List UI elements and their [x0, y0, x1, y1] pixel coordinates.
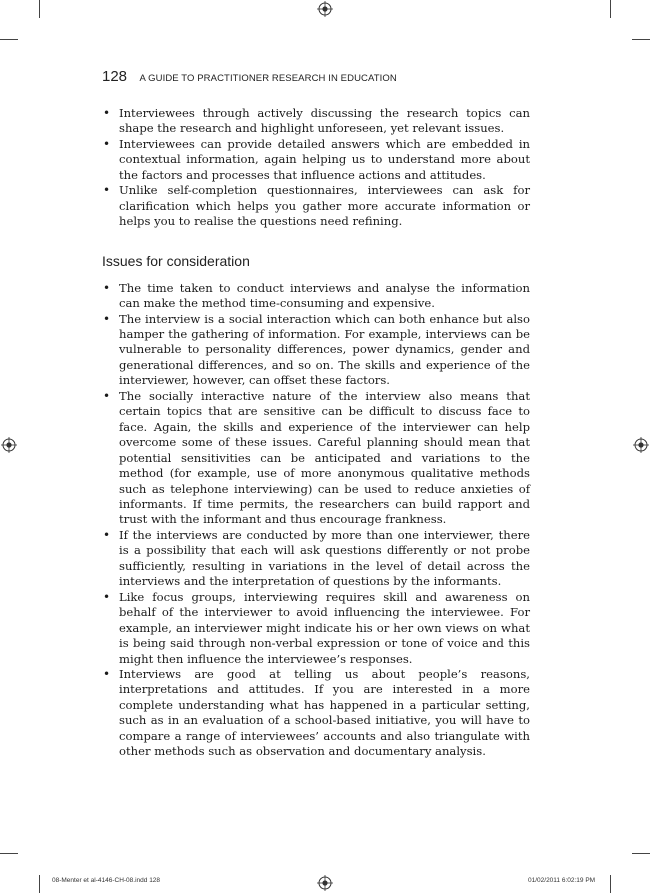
section-heading: Issues for consideration — [102, 252, 250, 269]
list-item: • The interview is a social interaction which can both enhance but also hamper the gathering of information. For example, interviews can be vulnerable to personality differences, power dynamics, gender and generational differences, and so on. The skills and experience of the interviewer, however, can offset these factors. — [102, 312, 530, 389]
list-item: • Like focus groups, interviewing requires skill and awareness on behalf of the interviewer to avoid influencing the interviewee. For example, an interviewer might indicate his or her own views on what is being said through non-verbal expression or tone of voice and this might then influence the interviewee’s responses. — [102, 590, 530, 667]
registration-mark-icon — [317, 1, 333, 17]
list-item: • Interviewees can provide detailed answers which are embedded in contextual information, again helping us to understand more about the factors and processes that influence actions and attitudes. — [102, 137, 530, 183]
crop-mark — [0, 853, 18, 854]
crop-mark — [39, 875, 40, 893]
crop-mark — [610, 875, 611, 893]
page-number: 128 — [102, 68, 128, 85]
list-item: • Unlike self-completion questionnaires, interviewees can ask for clarification which helps you gather more accurate information or helps you to realise the questions need refining. — [102, 183, 530, 229]
list-item: • If the interviews are conducted by more than one interviewer, there is a possibility that each will ask questions differently or not probe sufficiently, resulting in variations in the level of detail across the interviews and the interpretation of questions by the informants. — [102, 528, 530, 590]
crop-mark — [39, 0, 40, 18]
slug-timestamp: 01/02/2011 6:02:19 PM — [528, 877, 596, 884]
list-item: • The socially interactive nature of the interview also means that certain topics that are sensitive can be difficult to discuss face to face. Again, the skills and experience of the interviewer can help overcome some of these issues. Careful planning should mean that potential sensitivities can be anticipated and variations to the method (for example, use of more anonymous qualitative methods such as telephone interviewing) can be used to reduce anxieties of informants. If time permits, the researchers can build rapport and trust with the informant and thus encourage frankness. — [102, 389, 530, 528]
list-item: • Interviews are good at telling us about people’s reasons, interpretations and attitudes. If you are interested in a more complete understanding what has happened in a particular setting, such as in an evaluation of a school-based initiative, you will have to compare a range of interviewees’ accounts and also triangulate with other methods such as observation and documentary analysis. — [102, 667, 530, 760]
intro-bullet-list — [102, 106, 530, 230]
registration-mark-icon — [633, 437, 649, 453]
crop-mark — [632, 39, 650, 40]
issues-bullet-list — [102, 281, 530, 760]
running-header — [102, 68, 532, 86]
running-title: A GUIDE TO PRACTITIONER RESEARCH IN EDUCATION — [139, 73, 397, 84]
registration-mark-icon — [317, 875, 333, 891]
registration-mark-icon — [1, 437, 17, 453]
list-item: • The time taken to conduct interviews and analyse the information can make the method time-consuming and expensive. — [102, 281, 530, 312]
crop-mark — [632, 853, 650, 854]
page-body — [102, 106, 530, 760]
crop-mark — [0, 39, 18, 40]
slug-filename: 08-Menter et al-4146-CH-08.indd 128 — [52, 877, 161, 884]
crop-mark — [610, 0, 611, 18]
list-item: • Interviewees through actively discussing the research topics can shape the research and highlight unforeseen, yet relevant issues. — [102, 106, 530, 137]
